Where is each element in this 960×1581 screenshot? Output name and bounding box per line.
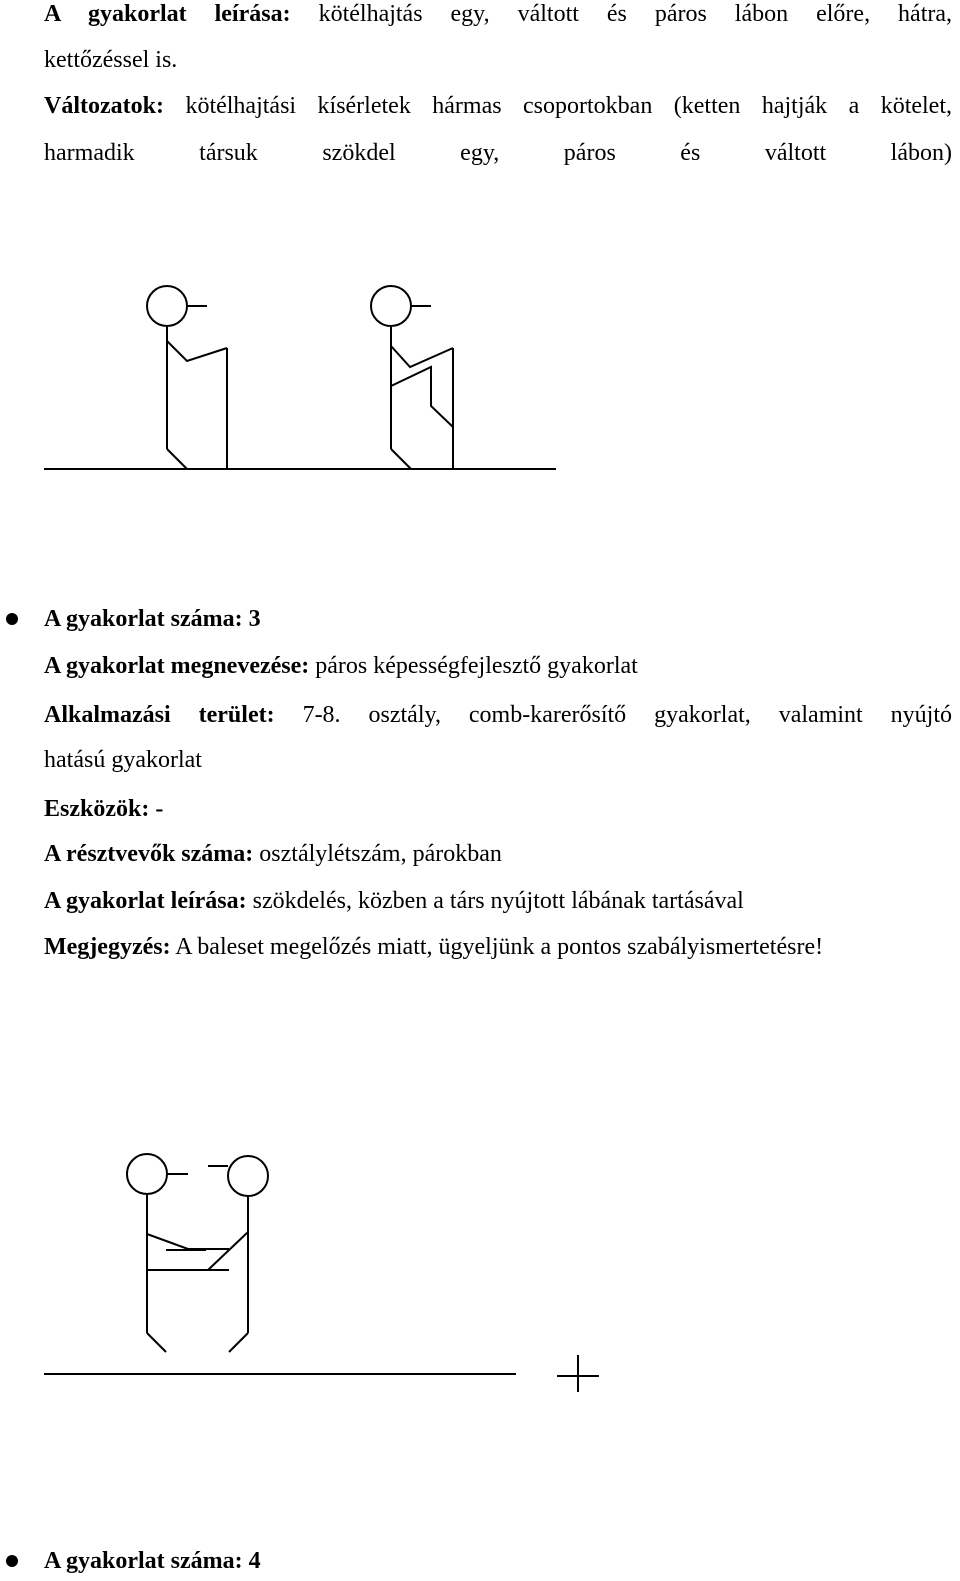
exercise-3-number-label: A gyakorlat száma:	[44, 606, 243, 632]
exercise-3-description-label: A gyakorlat leírása:	[44, 888, 247, 914]
head-icon	[127, 1154, 167, 1194]
exercise-4-number-label: A gyakorlat száma:	[44, 1548, 243, 1574]
exercise-3-number-value: 3	[248, 606, 261, 632]
exercise-4-number-value: 4	[248, 1548, 261, 1574]
description-line-1	[44, 0, 952, 28]
exercise-3-participants-value: osztálylétszám, párokban	[259, 841, 502, 867]
figure-rope-jumping	[44, 286, 556, 469]
exercise-3-description	[44, 887, 952, 915]
stick-figure-pair-right	[147, 1156, 268, 1352]
exercise-3-participants-label: A résztvevők száma:	[44, 841, 254, 867]
exercise-3-note-value: A baleset megelőzés miatt, ügyeljünk a pontos szabályismertetésre!	[175, 934, 824, 960]
description-text: kötélhajtás egy, váltott és páros lábon előre, hátra,	[318, 1, 953, 27]
exercise-3-tools-label: Eszközök: -	[44, 796, 164, 822]
exercise-3-note-label: Megjegyzés:	[44, 934, 171, 960]
exercise-3-name	[44, 652, 952, 680]
head-icon	[371, 286, 411, 326]
exercise-3-area-label: Alkalmazási terület:	[44, 702, 275, 728]
head-icon	[147, 286, 187, 326]
exercise-3-area-text: 7-8. osztály, comb-karerősítő gyakorlat, valamint nyújtó	[302, 702, 953, 728]
exercise-3-description-value: szökdelés, közben a társ nyújtott lábának tartásával	[252, 888, 744, 914]
variations-line-1	[44, 92, 952, 120]
exercise-3-area-line-1	[44, 701, 952, 729]
variations-label: Változatok:	[44, 93, 164, 119]
exercise-3-tools	[44, 795, 952, 823]
bullet-exercise-3	[6, 613, 18, 625]
exercise-3-name-label: A gyakorlat megnevezése:	[44, 653, 310, 679]
exercise-3-participants	[44, 840, 952, 868]
bullet-exercise-4	[6, 1555, 18, 1567]
stick-figure-right	[371, 286, 453, 469]
head-icon	[228, 1156, 268, 1196]
description-label: A gyakorlat leírása:	[44, 1, 291, 27]
exercise-3-note	[44, 933, 952, 961]
exercise-4-number	[44, 1547, 952, 1575]
figure-pair-exercise	[44, 1154, 599, 1392]
variations-text: kötélhajtási kísérletek hármas csoportokban (ketten hajtják a kötelet,	[185, 93, 952, 119]
stick-figure-left	[147, 286, 227, 469]
exercise-3-area-line-2: hatású gyakorlat	[44, 747, 202, 773]
stick-figure-pair-left	[127, 1154, 229, 1352]
variations-line-2: harmadik társuk szökdel egy, páros és váltott lábon)	[44, 140, 952, 166]
exercise-3-number	[44, 605, 952, 633]
description-line-2: kettőzéssel is.	[44, 47, 178, 73]
exercise-3-name-value: páros képességfejlesztő gyakorlat	[315, 653, 638, 679]
